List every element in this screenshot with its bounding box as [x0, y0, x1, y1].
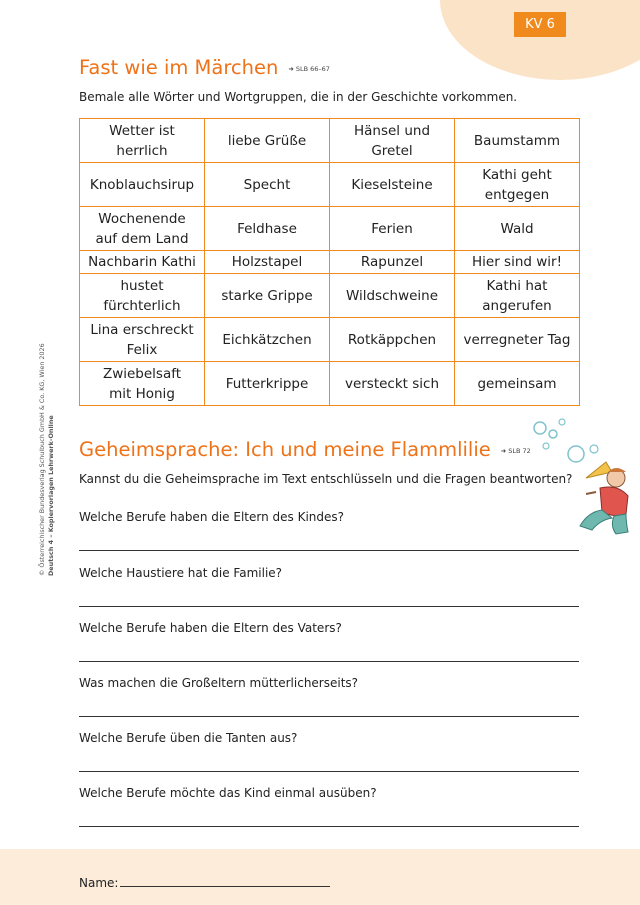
section1-ref: ➜ SLB 66–67: [288, 64, 330, 73]
section1-title: [79, 56, 330, 79]
book-title-line: Deutsch 4 – Kopiervorlagen Lehrwerk-Online: [47, 415, 55, 576]
word-cell[interactable]: starke Grippe: [205, 274, 330, 318]
word-cell[interactable]: Feldhase: [205, 207, 330, 251]
word-cell[interactable]: hustet fürchterlich: [80, 274, 205, 318]
word-cell[interactable]: Hänsel und Gretel: [330, 119, 455, 163]
word-table: [79, 118, 580, 406]
table-row: [80, 163, 580, 207]
answer-line[interactable]: [79, 550, 579, 551]
section1-instruction: Bemale alle Wörter und Wortgruppen, die in der Geschichte vorkommen.: [79, 90, 518, 104]
word-cell[interactable]: Rapunzel: [330, 251, 455, 274]
question-text: Welche Berufe möchte das Kind einmal ausüben?: [79, 786, 377, 800]
table-row: [80, 251, 580, 274]
word-cell[interactable]: Wochenende auf dem Land: [80, 207, 205, 251]
word-cell[interactable]: Lina erschreckt Felix: [80, 318, 205, 362]
worksheet-badge: KV 6: [514, 12, 566, 37]
child-bubbles-illustration: [526, 414, 634, 536]
answer-line[interactable]: [79, 661, 579, 662]
word-cell[interactable]: Hier sind wir!: [455, 251, 580, 274]
table-row: [80, 318, 580, 362]
word-cell[interactable]: Wald: [455, 207, 580, 251]
word-cell[interactable]: Knoblauchsirup: [80, 163, 205, 207]
copyright-line: © Österreichischer Bundesverlag Schulbuch GmbH & Co. KG, Wien 2026: [38, 343, 46, 576]
answer-line[interactable]: [79, 606, 579, 607]
section2-title: [79, 438, 531, 461]
word-cell[interactable]: versteckt sich: [330, 362, 455, 406]
answer-line[interactable]: [79, 716, 579, 717]
name-field[interactable]: [120, 886, 330, 887]
word-cell[interactable]: Wildschweine: [330, 274, 455, 318]
question-text: Was machen die Großeltern mütterlicherseits?: [79, 676, 359, 690]
word-cell[interactable]: Kieselsteine: [330, 163, 455, 207]
question-text: Welche Haustiere hat die Familie?: [79, 566, 283, 580]
word-cell[interactable]: Kathi hat angerufen: [455, 274, 580, 318]
word-cell[interactable]: Kathi geht entgegen: [455, 163, 580, 207]
copyright-sidebar: [38, 343, 56, 576]
table-row: [80, 207, 580, 251]
section1-title-text: Fast wie im Märchen: [79, 56, 279, 79]
word-cell[interactable]: Eichkätzchen: [205, 318, 330, 362]
question-text: Welche Berufe haben die Eltern des Kindes?: [79, 510, 345, 524]
name-label: Name:: [79, 876, 119, 890]
question-text: Welche Berufe haben die Eltern des Vaters?: [79, 621, 342, 635]
table-row: [80, 362, 580, 406]
word-cell[interactable]: Nachbarin Kathi: [80, 251, 205, 274]
word-cell[interactable]: Zwiebelsaft mit Honig: [80, 362, 205, 406]
word-cell[interactable]: Rotkäppchen: [330, 318, 455, 362]
word-cell[interactable]: Holzstapel: [205, 251, 330, 274]
word-cell[interactable]: verregneter Tag: [455, 318, 580, 362]
word-cell[interactable]: Wetter ist herrlich: [80, 119, 205, 163]
word-cell[interactable]: Specht: [205, 163, 330, 207]
question-text: Welche Berufe üben die Tanten aus?: [79, 731, 298, 745]
section2-instruction: Kannst du die Geheimsprache im Text entschlüsseln und die Fragen beantworten?: [79, 472, 573, 486]
word-cell[interactable]: liebe Grüße: [205, 119, 330, 163]
answer-line[interactable]: [79, 771, 579, 772]
word-cell[interactable]: Ferien: [330, 207, 455, 251]
word-cell[interactable]: Baumstamm: [455, 119, 580, 163]
section2-ref: ➜ SLB 72: [500, 446, 531, 455]
section2-title-text: Geheimsprache: Ich und meine Flammlilie: [79, 438, 491, 461]
table-row: [80, 274, 580, 318]
answer-line[interactable]: [79, 826, 579, 827]
word-cell[interactable]: gemeinsam: [455, 362, 580, 406]
table-row: [80, 119, 580, 163]
word-cell[interactable]: Futterkrippe: [205, 362, 330, 406]
